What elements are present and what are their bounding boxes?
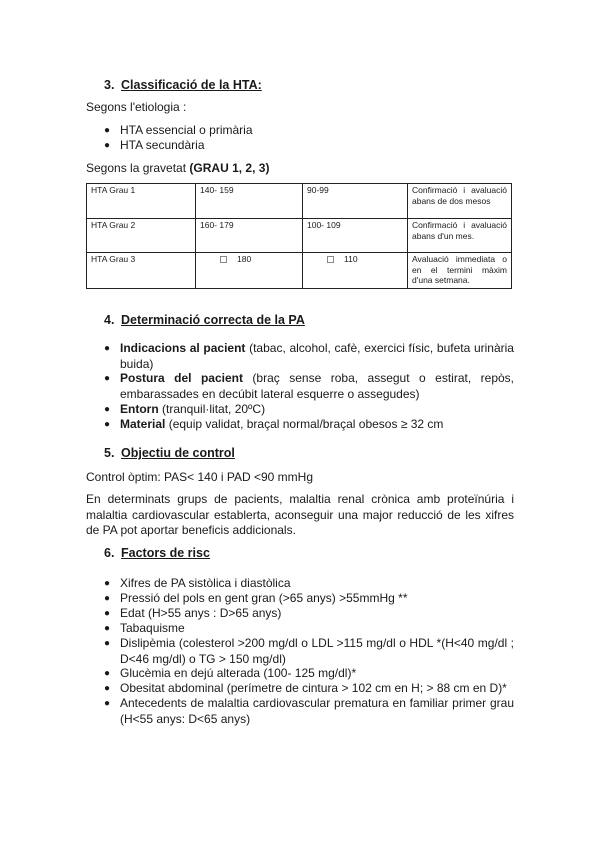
gravetat-label: Segons la gravetat (GRAU 1, 2, 3): [86, 161, 270, 175]
hta-grade-table: [86, 183, 512, 289]
section-3-title: Classificació de la HTA:: [121, 78, 262, 92]
pad-cell: 110: [303, 253, 408, 289]
bullet-icon: ●: [104, 623, 111, 634]
list-item: ● HTA essencial o primària: [104, 123, 253, 137]
section-5-heading: 5. Objectiu de control: [104, 446, 235, 460]
greater-equal-symbol-icon: [220, 256, 227, 263]
bullet-icon: ●: [104, 683, 111, 694]
bullet-icon: ●: [104, 578, 111, 589]
bullet-icon: ●: [104, 343, 111, 354]
note-cell: Confirmació i avaluació abans d'un mes.: [408, 219, 512, 253]
bullet-icon: ●: [104, 698, 111, 709]
list-item: ● Xifres de PA sistòlica i diastòlica: [104, 576, 291, 590]
pad-cell: 90-99: [303, 184, 408, 219]
list-item: ● HTA secundària: [104, 138, 205, 152]
list-item: ● Glucèmia en dejú alterada (100- 125 mg/dl)*: [104, 666, 357, 680]
note-cell: Confirmació i avaluació abans de dos mesos: [408, 184, 512, 219]
pas-cell: 160- 179: [196, 219, 303, 253]
grau-cell: HTA Grau 2: [87, 219, 196, 253]
control-paragraph: En determinats grups de pacients, malaltia renal crònica amb proteïnúria i malaltia cardiovascular establerta, aconseguir una major reducció de les xifres de PA pot aportar beneficis addicionals.: [86, 492, 514, 537]
bullet-icon: ●: [104, 140, 111, 151]
note-cell: Avaluació immediata o en el termini màxim d'una setmana.: [408, 253, 512, 289]
grau-cell: HTA Grau 3: [87, 253, 196, 289]
list-item: ● Postura del pacient (braç sense roba, assegut o estirat, repòs, embarassades en decúbit lateral esquerre o assegudes): [104, 371, 514, 401]
pad-cell: 100- 109: [303, 219, 408, 253]
list-item: ● Entorn (tranquil·litat, 20ºC): [104, 402, 266, 416]
list-item: ● Edat (H>55 anys : D>65 anys): [104, 606, 282, 620]
bullet-icon: ●: [104, 125, 111, 136]
bullet-icon: ●: [104, 419, 111, 430]
section-6-heading: 6. Factors de risc: [104, 546, 210, 560]
list-item: ● Antecedents de malaltia cardiovascular prematura en familiar primer grau (H<55 anys: D<65 anys): [104, 696, 514, 726]
pas-cell: 180: [196, 253, 303, 289]
etiologia-label: Segons l'etiologia :: [86, 100, 187, 114]
section-6-title: Factors de risc: [121, 546, 210, 560]
control-optim-text: Control òptim: PAS< 140 i PAD <90 mmHg: [86, 470, 313, 484]
list-item: ● Dislipèmia (colesterol >200 mg/dl o LDL >115 mg/dl o HDL *(H<40 mg/dl ; D<46 mg/dl) o TG > 150 mg/dl): [104, 636, 514, 666]
bullet-icon: ●: [104, 668, 111, 679]
gravetat-grau: (GRAU 1, 2, 3): [189, 161, 270, 175]
section-4-heading: 4. Determinació correcta de la PA: [104, 313, 305, 327]
pas-cell: 140- 159: [196, 184, 303, 219]
bullet-icon: ●: [104, 608, 111, 619]
list-item: ● Material (equip validat, braçal normal/braçal obesos ≥ 32 cm: [104, 417, 444, 431]
bullet-icon: ●: [104, 373, 111, 384]
greater-equal-symbol-icon: [327, 256, 334, 263]
table-row: [87, 253, 512, 289]
bullet-icon: ●: [104, 593, 111, 604]
bullet-icon: ●: [104, 638, 111, 649]
bullet-icon: ●: [104, 404, 111, 415]
grau-cell: HTA Grau 1: [87, 184, 196, 219]
list-item: ● Tabaquisme: [104, 621, 185, 635]
list-item: ● Pressió del pols en gent gran (>65 anys) >55mmHg **: [104, 591, 408, 605]
section-3-heading: 3. Classificació de la HTA:: [104, 78, 262, 92]
section-5-title: Objectiu de control: [121, 446, 235, 460]
list-item: ● Indicacions al pacient (tabac, alcohol, cafè, exercici físic, bufeta urinària buida): [104, 341, 514, 371]
section-4-title: Determinació correcta de la PA: [121, 313, 305, 327]
list-item: ● Obesitat abdominal (perímetre de cintura > 102 cm en H; > 88 cm en D)*: [104, 681, 507, 695]
table-row: [87, 184, 512, 219]
table-row: [87, 219, 512, 253]
